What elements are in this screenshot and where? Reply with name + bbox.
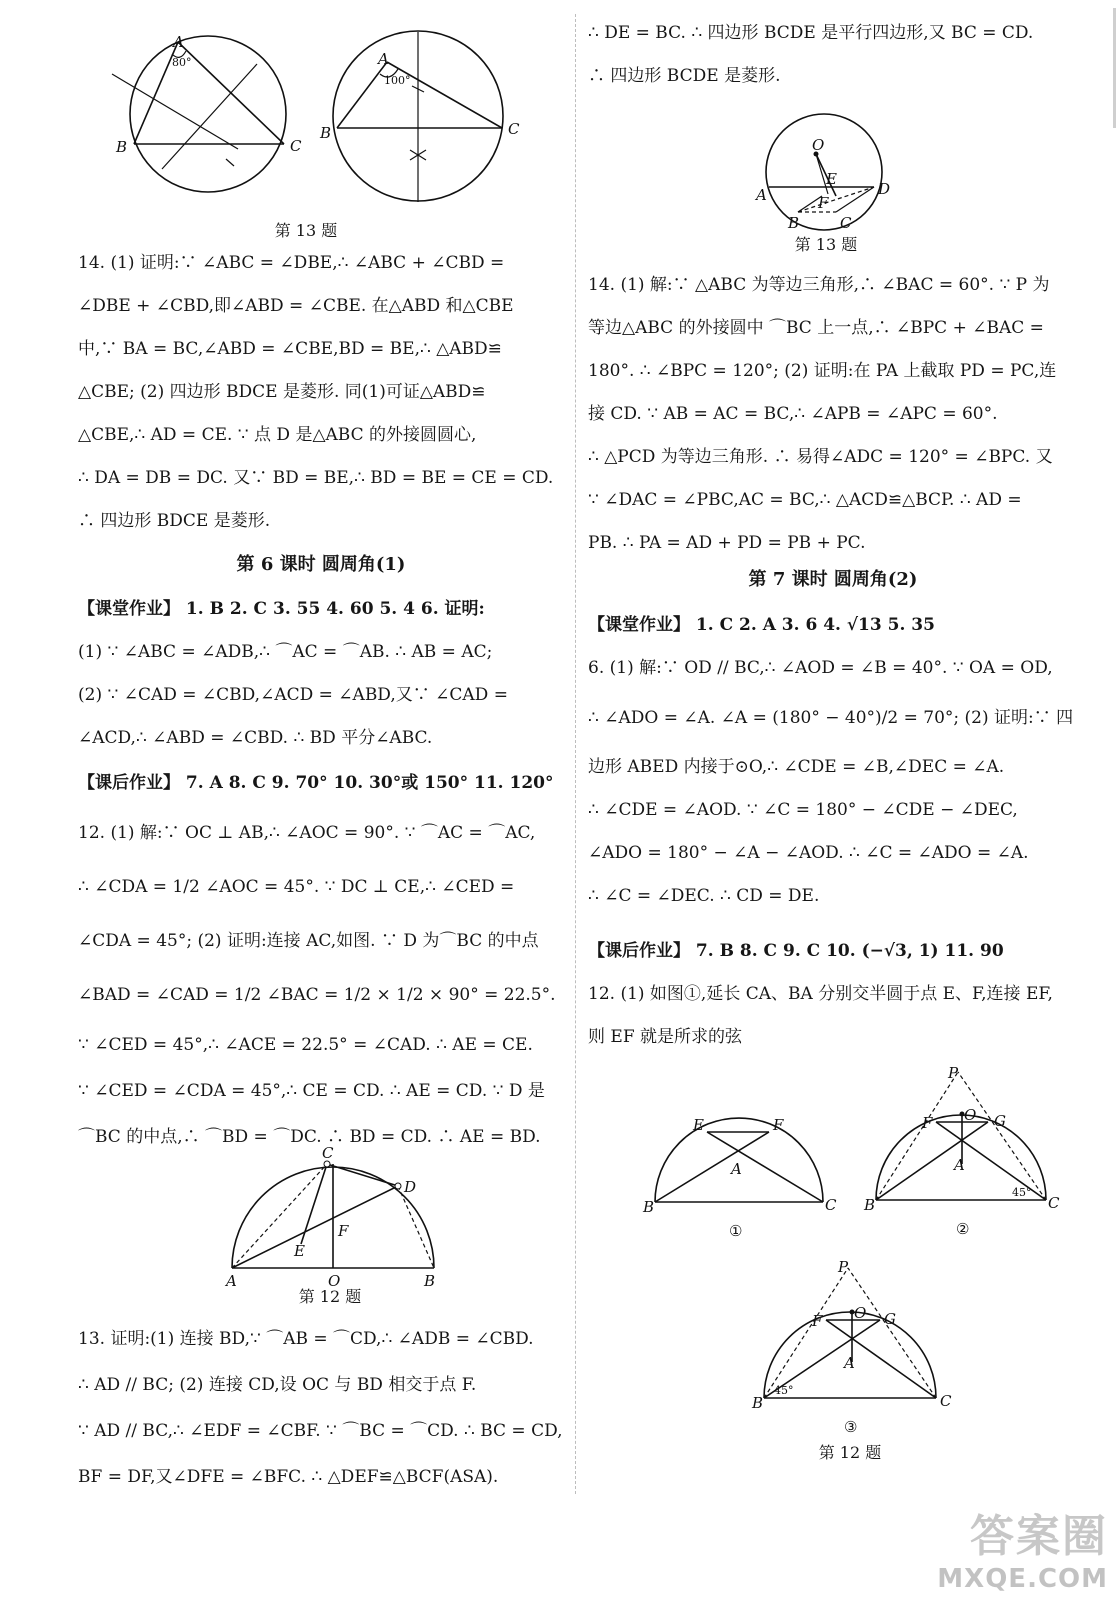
figure-caption: 第 12 题 [818, 1443, 882, 1462]
figure-caption: 第 12 题 [298, 1287, 362, 1306]
text-line: ∠CDA = 45°; (2) 证明:连接 AC,如图. ∵ D 为⌒BC 的中点 [78, 931, 539, 951]
point-label: D [878, 180, 891, 198]
homework-lesson-7 [588, 930, 1053, 1059]
point-label: B [320, 124, 332, 142]
figure-13-right [756, 112, 906, 240]
answer-14-left [78, 242, 553, 543]
figure-caption: 第 13 题 [794, 235, 858, 254]
text-line: ∴ DE = BC. ∴ 四边形 BCDE 是平行四边形,又 BC = CD. [588, 23, 1034, 43]
answer-13-left [78, 1316, 563, 1500]
figure-13-left [102, 34, 532, 209]
point-label: C [840, 214, 852, 232]
classwork-lesson-6 [78, 588, 508, 760]
point-label: B [643, 1198, 655, 1216]
answer-14-right [588, 264, 1056, 565]
text-line: ⌒BC 的中点,∴ ⌒BD = ⌒DC. ∴ BD = CD. ∴ AE = BD. [78, 1127, 541, 1147]
text-line: 12. (1) 解:∵ OC ⊥ AB,∴ ∠AOC = 90°. ∵ ⌒AC = ⌒AC, [78, 823, 536, 843]
point-label: O [964, 1106, 977, 1124]
point-label: O [854, 1304, 867, 1322]
point-label: E [826, 170, 837, 188]
column-divider [575, 14, 576, 1494]
point-label: E [294, 1242, 305, 1260]
point-label: O [812, 136, 825, 154]
text-line: (1) ∵ ∠ABC = ∠ADB,∴ ⌒AC = ⌒AB. ∴ AB = AC; [78, 642, 493, 662]
point-label: P [948, 1064, 959, 1082]
point-label: E [693, 1116, 704, 1134]
point-label: C [322, 1144, 334, 1162]
watermark-brand: 答案圈 [970, 1511, 1108, 1562]
point-label: A [844, 1354, 855, 1372]
point-label: F [922, 1114, 933, 1132]
text-line: △CBE,∴ AD = CE. ∵ 点 D 是△ABC 的外接圆圆心, [78, 425, 477, 445]
point-label: F [338, 1222, 349, 1240]
text-line: ∴ ∠CDA = 1/2 ∠AOC = 45°. ∵ DC ⊥ CE,∴ ∠CED = [78, 877, 515, 897]
text-line: ∵ AD // BC,∴ ∠EDF = ∠CBF. ∵ ⌒BC = ⌒CD. ∴ BC = CD, [78, 1421, 563, 1441]
text-line: ∠DBE + ∠CBD,即∠ABD = ∠CBE. 在△ABD 和△CBE [78, 296, 514, 316]
text-line: 6. (1) 解:∵ OD // BC,∴ ∠AOD = ∠B = 40°. ∵ OA = OD, [588, 658, 1053, 678]
point-label: O [328, 1272, 341, 1290]
point-label: P [838, 1258, 849, 1276]
figure-12-right-3 [752, 1258, 962, 1438]
text-line: ∵ ∠DAC = ∠PBC,AC = BC,∴ △ACD≌△BCP. ∴ AD = [588, 490, 1022, 510]
classwork-lesson-7 [588, 604, 1073, 918]
point-label: D [404, 1178, 417, 1196]
text-line: 接 CD. ∵ AB = AC = BC,∴ ∠APB = ∠APC = 60°. [588, 404, 998, 424]
page-edge-mark [1105, 8, 1116, 128]
text-line: ∵ ∠CED = 45°,∴ ∠ACE = 22.5° = ∠CAD. ∴ AE = CE. [78, 1035, 533, 1055]
text-line: (2) ∵ ∠CAD = ∠CBD,∠ACD = ∠ABD,又∵ ∠CAD = [78, 685, 508, 705]
text-line: 【课后作业】 7. B 8. C 9. C 10. (−√3, 1) 11. 90 [588, 941, 1004, 961]
text-line: ∴ DA = DB = DC. 又∵ BD = BE,∴ BD = BE = CE = CD. [78, 468, 554, 488]
point-label: G [994, 1112, 1006, 1130]
point-label: F [812, 1312, 823, 1330]
text-line: PB. ∴ PA = AD + PD = PB + PC. [588, 533, 866, 553]
figure-12-right-2 [864, 1064, 1064, 1240]
text-line: 则 EF 就是所求的弦 [588, 1027, 743, 1047]
point-label: A [378, 50, 389, 68]
text-line: ∴ △PCD 为等边三角形. ∴ 易得∠ADC = 120° = ∠BPC. 又 [588, 447, 1053, 467]
text-line: 14. (1) 证明:∵ ∠ABC = ∠DBE,∴ ∠ABC + ∠CBD = [78, 253, 505, 273]
figure-number: ③ [844, 1418, 858, 1436]
angle-label: 45° [1012, 1186, 1032, 1199]
figure-number: ① [729, 1222, 743, 1240]
text-line: ∠ACD,∴ ∠ABD = ∠CBD. ∴ BD 平分∠ABC. [78, 728, 433, 748]
homework-lesson-6 [78, 760, 556, 1160]
point-label: C [290, 137, 302, 155]
point-label: B [424, 1272, 436, 1290]
point-label: A [756, 186, 767, 204]
point-label: B [116, 138, 128, 156]
text-line: ∴ ∠ADO = ∠A. ∠A = (180° − 40°)/2 = 70°; (2) 证明:∵ 四 [588, 708, 1074, 728]
text-line: △CBE; (2) 四边形 BDCE 是菱形. 同(1)可证△ABD≌ [78, 382, 486, 402]
point-label: C [1048, 1194, 1060, 1212]
watermark [937, 1500, 1108, 1594]
point-label: B [788, 214, 800, 232]
text-line: 180°. ∴ ∠BPC = 120°; (2) 证明:在 PA 上截取 PD = PC,连 [588, 361, 1057, 381]
point-label: F [773, 1116, 784, 1134]
point-label: C [940, 1392, 952, 1410]
point-label: B [752, 1394, 764, 1412]
angle-label: 100° [384, 74, 411, 87]
point-label: B [864, 1196, 876, 1214]
point-label: A [173, 33, 184, 51]
point-label: C [825, 1196, 837, 1214]
answer-13-continued [588, 12, 1033, 98]
point-label: A [226, 1272, 237, 1290]
section-title-lesson-7: 第 7 课时 圆周角(2) [748, 569, 918, 590]
text-line: 边形 ABED 内接于⊙O,∴ ∠CDE = ∠B,∠DEC = ∠A. [588, 757, 1005, 777]
text-line: ∴ AD // BC; (2) 连接 CD,设 OC 与 BD 相交于点 F. [78, 1375, 477, 1395]
figure-12-right-1 [643, 1112, 837, 1242]
text-line: ∠BAD = ∠CAD = 1/2 ∠BAC = 1/2 × 1/2 × 90° = 22.5°. [78, 985, 556, 1005]
text-line: 【课后作业】 7. A 8. C 9. 70° 10. 30°或 150° 11. 120° [78, 773, 554, 793]
figure-caption: 第 13 题 [274, 221, 338, 240]
text-line: ∴ ∠CDE = ∠AOD. ∵ ∠C = 180° − ∠CDE − ∠DEC, [588, 800, 1018, 820]
point-label: A [954, 1156, 965, 1174]
text-line: 等边△ABC 的外接圆中 ⌒BC 上一点,∴ ∠BPC + ∠BAC = [588, 318, 1044, 338]
section-title-lesson-6: 第 6 课时 圆周角(1) [236, 554, 406, 575]
watermark-url: MXQE.COM [937, 1564, 1108, 1594]
figure-12-left [220, 1140, 450, 1290]
angle-label: 80° [172, 56, 192, 69]
text-line: 14. (1) 解:∵ △ABC 为等边三角形,∴ ∠BAC = 60°. ∵ P 为 [588, 275, 1050, 295]
text-line: ∴ ∠C = ∠DEC. ∴ CD = DE. [588, 886, 820, 906]
point-label: G [884, 1310, 896, 1328]
text-line: 中,∵ BA = BC,∠ABD = ∠CBE,BD = BE,∴ △ABD≌ [78, 339, 502, 359]
point-label: A [731, 1160, 742, 1178]
point-label: F [818, 194, 829, 212]
text-line: ∴ 四边形 BDCE 是菱形. [78, 511, 271, 531]
figure-number: ② [956, 1220, 970, 1238]
text-line: BF = DF,又∠DFE = ∠BFC. ∴ △DEF≌△BCF(ASA). [78, 1467, 499, 1487]
angle-label: 45° [774, 1384, 794, 1397]
text-line: ∠ADO = 180° − ∠A − ∠AOD. ∴ ∠C = ∠ADO = ∠A. [588, 843, 1029, 863]
point-label: C [508, 120, 520, 138]
text-line: ∴ 四边形 BCDE 是菱形. [588, 66, 781, 86]
text-line: 【课堂作业】 1. B 2. C 3. 55 4. 60 5. 4 6. 证明: [78, 599, 485, 619]
text-line: 12. (1) 如图①,延长 CA、BA 分别交半圆于点 E、F,连接 EF, [588, 984, 1053, 1004]
text-line: 【课堂作业】 1. C 2. A 3. 6 4. √13 5. 35 [588, 615, 935, 635]
text-line: 13. 证明:(1) 连接 BD,∵ ⌒AB = ⌒CD,∴ ∠ADB = ∠CBD. [78, 1329, 534, 1349]
text-line: ∵ ∠CED = ∠CDA = 45°,∴ CE = CD. ∴ AE = CD. ∵ D 是 [78, 1081, 545, 1101]
